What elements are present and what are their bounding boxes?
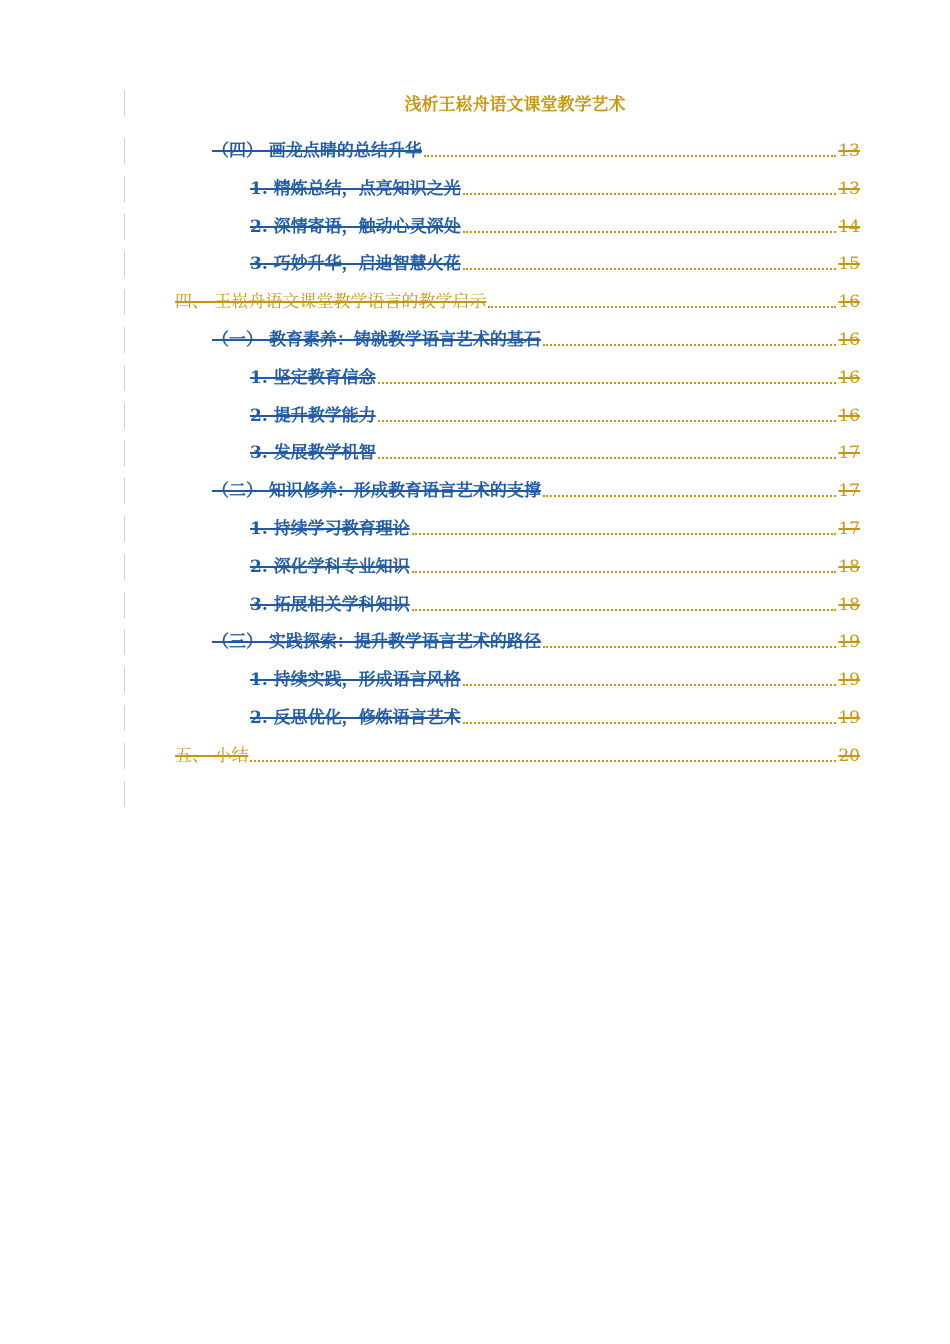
toc-entry-label: 3. 发展教学机智 (250, 443, 376, 464)
dot-leader (543, 343, 836, 346)
toc-page-number: 19 (838, 708, 860, 728)
revision-bar (124, 592, 125, 618)
toc-page-number: 13 (838, 178, 860, 199)
toc-entry[interactable] (250, 592, 860, 616)
dot-leader (378, 419, 837, 422)
toc-entry[interactable] (175, 289, 860, 313)
revision-bar (124, 327, 125, 353)
revision-bar (124, 90, 125, 116)
toc-page-number: 18 (838, 556, 860, 577)
toc-entry-label: 3. 巧妙升华，启迪智慧火花 (250, 254, 461, 275)
toc-entry[interactable] (250, 176, 860, 200)
toc-page-number: 15 (838, 254, 860, 275)
revision-bar (124, 705, 125, 731)
toc-page-number: 18 (838, 594, 860, 615)
toc-entry[interactable] (250, 667, 860, 691)
toc-entry-label: 1. 精炼总结，点亮知识之光 (250, 178, 461, 199)
revision-bar (124, 403, 125, 429)
dot-leader (378, 456, 837, 459)
toc-entry-label: 2. 深化学科专业知识 (250, 556, 410, 577)
toc-entry-label: 五、 小结 (175, 745, 249, 766)
dot-leader (424, 154, 836, 157)
toc-page-number: 19 (838, 670, 860, 691)
toc-entry[interactable] (250, 365, 860, 389)
dot-leader (250, 759, 836, 762)
toc-entry[interactable] (175, 743, 860, 767)
toc-entry[interactable] (250, 516, 860, 540)
dot-leader (488, 305, 836, 308)
toc-entry[interactable] (250, 251, 860, 275)
revision-bar (124, 440, 125, 466)
toc-entry-label: （三） 实践探索：提升教学语言艺术的路径 (212, 632, 541, 653)
toc-entry[interactable] (250, 403, 860, 427)
revision-bar (124, 781, 125, 807)
toc-entry[interactable] (212, 629, 860, 653)
toc-entry-label: 四、 王崧舟语文课堂教学语言的教学启示 (175, 292, 487, 313)
toc-page-number: 14 (838, 216, 860, 237)
dot-leader (543, 645, 836, 648)
toc-entry-label: （四） 画龙点睛的总结升华 (212, 141, 422, 161)
toc-entry-label: 3. 拓展相关学科知识 (250, 594, 410, 615)
toc-page-number: 16 (838, 405, 860, 426)
toc-entry-label: 2. 反思优化，修炼语言艺术 (250, 708, 461, 728)
revision-bar (124, 554, 125, 580)
revision-bar (124, 478, 125, 504)
toc-page-number: 16 (838, 292, 860, 313)
toc-page-number: 16 (838, 367, 860, 388)
toc-entry[interactable] (250, 554, 860, 578)
dot-leader (543, 494, 836, 497)
toc-entry-label: 1. 持续学习教育理论 (250, 519, 410, 539)
document-title: 浅析王崧舟语文课堂教学艺术 (404, 95, 626, 115)
toc-entry[interactable] (250, 214, 860, 238)
toc-entry-label: （一） 教育素养：铸就教学语言艺术的基石 (212, 330, 541, 350)
dot-leader (412, 570, 837, 573)
revision-bar (124, 629, 125, 655)
revision-bar (124, 251, 125, 277)
toc-entry-label: 1. 坚定教育信念 (250, 367, 376, 388)
toc-entry[interactable] (250, 440, 860, 464)
toc-page-number: 17 (838, 519, 860, 539)
toc-entry[interactable] (212, 138, 860, 162)
dot-leader (463, 192, 837, 195)
revision-bar (124, 214, 125, 240)
dot-leader (378, 381, 837, 384)
toc-entry-label: 2. 深情寄语，触动心灵深处 (250, 216, 461, 237)
dot-leader (412, 532, 837, 535)
dot-leader (463, 230, 837, 233)
toc-entry[interactable] (212, 327, 860, 351)
toc-entry-label: 2. 提升教学能力 (250, 405, 376, 426)
revision-bar (124, 176, 125, 202)
toc-page-number: 19 (838, 632, 860, 653)
toc-page-number: 13 (838, 141, 860, 161)
dot-leader (412, 608, 837, 611)
toc-entry-label: 1. 持续实践，形成语言风格 (250, 670, 461, 691)
dot-leader (463, 267, 837, 270)
toc-entry-label: （二） 知识修养：形成教育语言艺术的支撑 (212, 481, 541, 502)
toc-page-number: 20 (838, 745, 860, 766)
revision-bar (124, 667, 125, 693)
toc-entry[interactable] (212, 478, 860, 502)
dot-leader (463, 721, 837, 724)
revision-bar (124, 743, 125, 769)
toc-page-number: 16 (838, 330, 860, 350)
toc-entry[interactable] (250, 705, 860, 729)
revision-bar (124, 365, 125, 391)
revision-bar (124, 138, 125, 164)
revision-bar (124, 289, 125, 315)
toc-page-number: 17 (838, 481, 860, 502)
revision-bar (124, 516, 125, 542)
toc-page-number: 17 (838, 443, 860, 464)
dot-leader (463, 683, 837, 686)
